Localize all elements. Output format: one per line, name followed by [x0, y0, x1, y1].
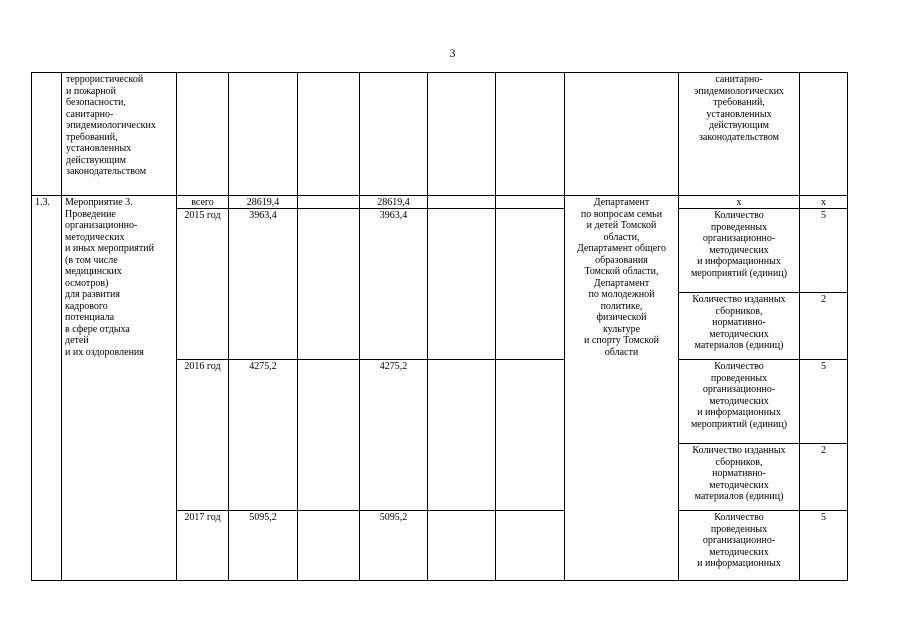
indicator-5: Количество проведенных организационно- методических и информационных: [697, 512, 781, 569]
col-border-10: [799, 72, 800, 581]
budget-2016: 4275,2: [379, 361, 408, 372]
period-2016: 2016 год: [184, 361, 221, 372]
row-divider-2016: [176, 359, 564, 360]
measure-number: 1.3.: [35, 197, 50, 208]
row-divider-measure: [31, 195, 847, 196]
row-divider-indicator-1: [678, 292, 847, 293]
continued-measure-text: террористической и пожарной безопасности, санитарно- эпидемиологических требований, установленных действующим законодательством: [66, 74, 156, 177]
total-2016: 4275,2: [249, 361, 277, 372]
budget-sum: 28619,4: [377, 197, 410, 208]
page-number: 3: [449, 46, 456, 60]
indicator-total: х: [736, 197, 742, 208]
col-border-2: [176, 72, 177, 581]
row-divider-2017: [176, 510, 564, 511]
table-border-bottom: [31, 580, 847, 581]
indicator-4-value: 2: [821, 445, 826, 456]
col-border-0: [31, 72, 32, 581]
col-border-7: [495, 72, 496, 581]
continued-indicator-text: санитарно- эпидемиологических требований, установленных действующим законодательством: [694, 74, 784, 143]
indicator-5-value: 5: [821, 512, 826, 523]
total-2017: 5095,2: [249, 512, 277, 523]
indicator-2: Количество изданных сборников, нормативно- методических материалов (единиц): [692, 294, 786, 351]
table-border-top: [31, 72, 847, 73]
row-divider-indicator-3: [678, 443, 847, 444]
indicator-3: Количество проведенных организационно- методических и информационных мероприятий (единиц): [690, 361, 788, 430]
row-divider-indicator-4: [678, 510, 847, 511]
period-2017: 2017 год: [184, 512, 221, 523]
total-sum: 28619,4: [246, 197, 280, 208]
row-divider-indicator-2: [678, 359, 847, 360]
indicator-total-value: х: [821, 197, 826, 208]
total-2015: 3963,4: [249, 210, 277, 221]
col-border-4: [297, 72, 298, 581]
executor-departments: Департамент по вопросам семьи и детей Томской области, Департамент общего образования Томской области, Департамент по молодежной политике, физической культуре и спорту Томской области: [576, 197, 667, 358]
col-border-6: [427, 72, 428, 581]
period-2015: 2015 год: [184, 210, 221, 221]
indicator-3-value: 5: [821, 361, 826, 372]
measure-name: Мероприятие 3. Проведение организационно- методических и иных мероприятий (в том числе медицинских осмотров) для развития кадрового потенциала в сфере отдыха детей и их оздоровления: [65, 197, 154, 358]
indicator-2-value: 2: [821, 294, 826, 305]
budget-2017: 5095,2: [379, 512, 408, 523]
col-border-11: [847, 72, 848, 581]
budget-2015: 3963,4: [379, 210, 408, 221]
col-border-1: [61, 72, 62, 581]
period-total-label: всего: [191, 197, 214, 208]
col-border-5: [359, 72, 360, 581]
indicator-1-value: 5: [821, 210, 826, 221]
indicator-4: Количество изданных сборников, нормативно- методических материалов (единиц): [692, 445, 786, 502]
col-border-3: [228, 72, 229, 581]
indicator-1: Количество проведенных организационно- методических и информационных мероприятий (единиц): [690, 210, 788, 279]
